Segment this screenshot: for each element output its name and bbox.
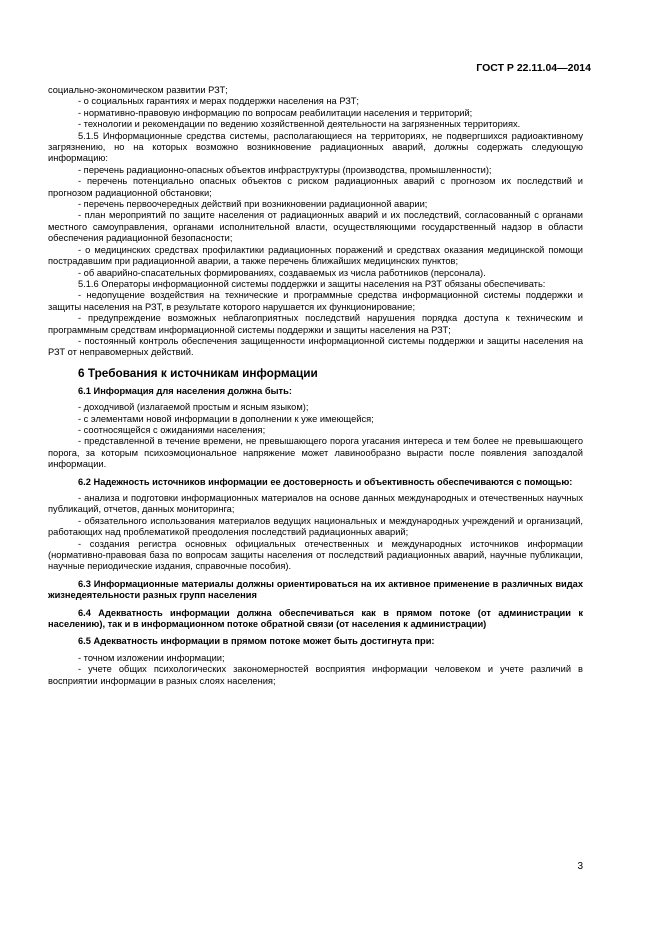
list-item: - перечень потенциально опасных объектов с риском радиационных аварий с прогнозом их последствий и прогнозом радиационной обстановки; bbox=[48, 176, 583, 198]
list-item: - о медицинских средствах профилактики радиационных поражений и средствах оказания медицинской помощи пострадавшим при радиационной аварии, а также перечень ближайших медицинских пунктов; bbox=[48, 244, 583, 267]
list-item: - с элементами новой информации в дополнении к уже имеющейся; bbox=[78, 413, 374, 424]
list-item: - точном изложении информации; bbox=[78, 652, 225, 663]
paragraph: социально-экономическом развитии РЗТ; bbox=[48, 85, 228, 95]
page-content bbox=[48, 85, 583, 687]
list-item: - нормативно-правовую информацию по вопросам реабилитации населения и территорий; bbox=[78, 107, 473, 118]
section-heading-6: 6 Требования к источникам информации bbox=[78, 365, 318, 380]
document-number: ГОСТ Р 22.11.04—2014 bbox=[476, 62, 591, 74]
list-item: - план мероприятий по защите населения от радиационных аварий и их последствий, согласованный с органами местного самоуправления, органами исполнительной власти, осуществляющими государственный надзор в области обеспечения радиационной безопасности; bbox=[48, 210, 583, 244]
list-item: - постоянный контроль обеспечения защищенности информационной системы поддержки и защиты населения на РЗТ от неправомерных действий. bbox=[48, 335, 583, 358]
list-item: - учете общих психологических закономерностей восприятия информации человеком и учете различий в восприятии информации в разных слоях населения; bbox=[48, 664, 583, 686]
subsection-heading-6-2: 6.2 Надежность источников информации ее достоверность и объективность обеспечиваются с помощью: bbox=[78, 476, 573, 487]
list-item: - анализа и подготовки информационных материалов на основе данных международных и отечественных научных публикаций, отчетов, данных мониторинга; bbox=[48, 493, 583, 515]
list-item: - о социальных гарантиях и мерах поддержки населения на РЗТ; bbox=[78, 96, 359, 107]
subsection-heading-6-5: 6.5 Адекватность информации в прямом потоке может быть достигнута при: bbox=[78, 636, 435, 647]
list-item: - обязательного использования материалов ведущих национальных и международных учреждений и организаций, работающих над проблематикой преодоления последствий радиационных аварий; bbox=[48, 515, 583, 538]
list-item: - доходчивой (излагаемой простым и ясным языком); bbox=[78, 402, 309, 413]
subsection-heading-6-1: 6.1 Информация для населения должна быть: bbox=[78, 385, 292, 396]
list-item: - технологии и рекомендации по ведению хозяйственной деятельности на загрязненных территориях. bbox=[78, 119, 521, 130]
list-item: - перечень первоочередных действий при возникновении радиационной аварии; bbox=[78, 199, 428, 210]
list-item: - представленной в течение времени, не превышающего порога угасания интереса и тем более не превышающего порога, за которым психоэмоциональное напряжение может лавинообразно вырасти после появления запоздалой информации. bbox=[48, 436, 583, 470]
list-item: - соотносящейся с ожиданиями населения; bbox=[78, 424, 266, 435]
list-item: - перечень радиационно-опасных объектов инфраструктуры (производства, промышленности); bbox=[78, 164, 492, 175]
clause-5-1-5: 5.1.5 Информационные средства системы, располагающиеся на территориях, не подвергшихся радиоактивному загрязнению, но на которых возможно возникновение радиационных аварий, должны содержать следующую информацию: bbox=[48, 130, 583, 164]
list-item: - создания регистра основных официальных отечественных и международных источников информации (нормативно-правовая база по вопросам защиты населения от последствий радиационных аварий, научные публикации, научные периодические издания, справочные пособия). bbox=[48, 538, 583, 572]
subsection-heading-6-3: 6.3 Информационные материалы должны ориентироваться на их активное применение в различных видах жизнедеятельности разных групп населения bbox=[48, 578, 583, 601]
subsection-heading-6-4: 6.4 Адекватность информации должна обеспечиваться как в прямом потоке (от администрации к населению), так и в информационном потоке обратной связи (от населения к администрации) bbox=[48, 607, 583, 630]
clause-5-1-6: 5.1.6 Операторы информационной системы поддержки и защиты населения на РЗТ обязаны обеспечивать: bbox=[78, 278, 546, 289]
list-item: - недопущение воздействия на технические и программные средства информационной системы поддержки и защиты населения на РЗТ, в результате которого нарушается их функционирование; bbox=[48, 290, 583, 312]
list-item: - об аварийно-спасательных формированиях, создаваемых из числа работников (персонала). bbox=[78, 267, 486, 278]
page-number: 3 bbox=[577, 861, 583, 872]
list-item: - предупреждение возможных неблагоприятных последствий нарушения порядка доступа к техническим и программным средствам информационной системы поддержки и защиты населения на РЗТ; bbox=[48, 313, 583, 335]
